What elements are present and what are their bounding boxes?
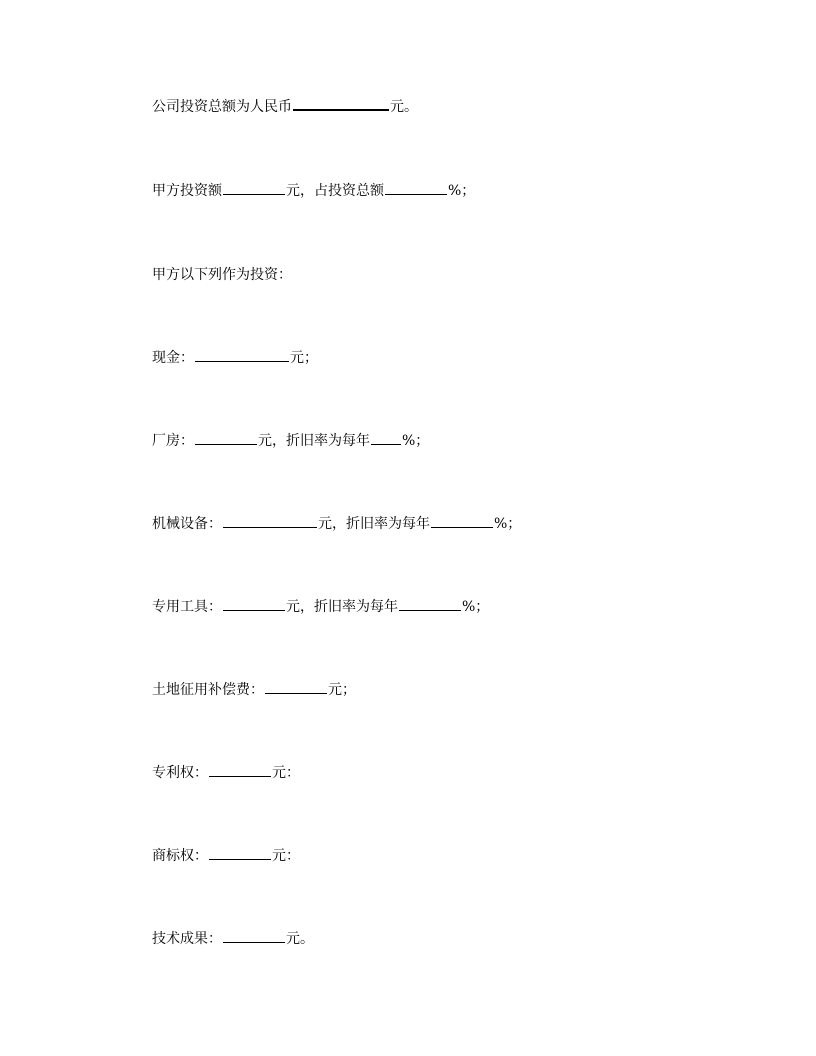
- trademark-line: [152, 846, 300, 866]
- text-segment: 元。: [286, 931, 314, 947]
- total-investment-line: [152, 97, 418, 117]
- text-segment: 技术成果：: [152, 931, 222, 947]
- text-segment: 现金：: [152, 350, 194, 366]
- fill-in-blank[interactable]: [385, 193, 447, 195]
- machinery-line: [152, 514, 521, 534]
- text-segment: 土地征用补偿费：: [152, 682, 264, 698]
- text-segment: %；: [402, 433, 430, 449]
- text-segment: 厂房：: [152, 433, 194, 449]
- text-segment: 元；: [290, 350, 318, 366]
- fill-in-blank[interactable]: [223, 193, 285, 195]
- patent-line: [152, 763, 300, 783]
- fill-in-blank[interactable]: [265, 692, 327, 694]
- text-segment: 商标权：: [152, 848, 208, 864]
- text-segment: 元：: [272, 765, 300, 781]
- fill-in-blank[interactable]: [223, 941, 285, 943]
- fill-in-blank[interactable]: [293, 108, 389, 111]
- text-segment: %；: [494, 516, 522, 532]
- text-segment: 元：: [272, 848, 300, 864]
- text-segment: 甲方投资额: [152, 183, 222, 199]
- fill-in-blank[interactable]: [209, 775, 271, 777]
- text-segment: 公司投资总额为人民币: [152, 99, 292, 115]
- fill-in-blank[interactable]: [223, 526, 317, 528]
- fill-in-blank[interactable]: [371, 443, 401, 445]
- special-tools-line: [152, 597, 489, 617]
- text-segment: 元；: [328, 682, 356, 698]
- investment-items-heading: [152, 265, 292, 285]
- text-segment: 元，折旧率为每年: [286, 599, 398, 615]
- fill-in-blank[interactable]: [431, 526, 493, 528]
- cash-line: [152, 348, 318, 368]
- fill-in-blank[interactable]: [195, 360, 289, 362]
- technology-line: [152, 929, 314, 949]
- text-segment: 元。: [390, 99, 418, 115]
- party-a-investment-line: [152, 181, 475, 201]
- fill-in-blank[interactable]: [195, 443, 257, 445]
- text-segment: 元，折旧率为每年: [318, 516, 430, 532]
- text-segment: %；: [462, 599, 490, 615]
- text-segment: 甲方以下列作为投资：: [152, 267, 292, 283]
- text-segment: 专利权：: [152, 765, 208, 781]
- fill-in-blank[interactable]: [209, 858, 271, 860]
- text-segment: 元，占投资总额: [286, 183, 384, 199]
- factory-line: [152, 431, 429, 451]
- fill-in-blank[interactable]: [399, 609, 461, 611]
- text-segment: 专用工具：: [152, 599, 222, 615]
- fill-in-blank[interactable]: [223, 609, 285, 611]
- land-compensation-line: [152, 680, 356, 700]
- text-segment: 机械设备：: [152, 516, 222, 532]
- text-segment: %；: [448, 183, 476, 199]
- text-segment: 元，折旧率为每年: [258, 433, 370, 449]
